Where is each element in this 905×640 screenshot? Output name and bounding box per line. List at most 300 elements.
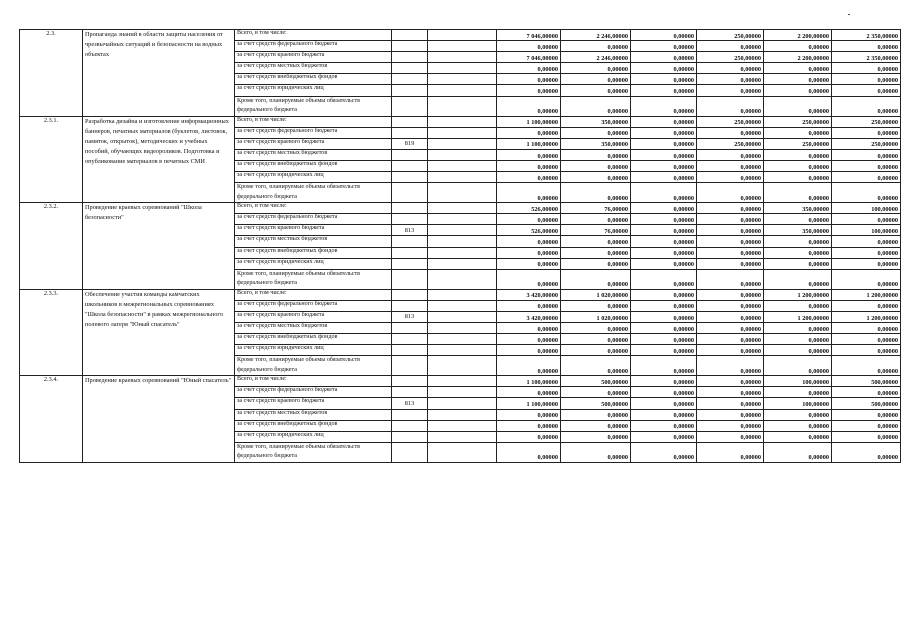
- funding-source: за счет средств федерального бюджета: [235, 387, 392, 398]
- amount-cell: 0,00000: [561, 442, 631, 462]
- amount-cell: 0,00000: [631, 225, 697, 236]
- amount-cell: 0,00000: [697, 420, 764, 431]
- amount-cell: 0,00000: [697, 63, 764, 74]
- empty-cell: [428, 442, 497, 462]
- amount-cell: 0,00000: [832, 420, 901, 431]
- amount-cell: 0,00000: [561, 96, 631, 116]
- empty-cell: [428, 376, 497, 387]
- empty-cell: [428, 85, 497, 96]
- budget-code: [392, 183, 428, 203]
- funding-source: за счет средств местных бюджетов: [235, 236, 392, 247]
- budget-code: [392, 160, 428, 171]
- funding-source: за счет средств краевого бюджета: [235, 138, 392, 149]
- empty-cell: [428, 236, 497, 247]
- empty-cell: [428, 160, 497, 171]
- amount-cell: 0,00000: [631, 116, 697, 127]
- amount-cell: 250,00000: [697, 30, 764, 41]
- amount-cell: 100,00000: [764, 398, 832, 409]
- amount-cell: 350,00000: [561, 138, 631, 149]
- amount-cell: 0,00000: [764, 300, 832, 311]
- amount-cell: 0,00000: [631, 30, 697, 41]
- budget-code: [392, 345, 428, 356]
- empty-cell: [428, 74, 497, 85]
- budget-code: [392, 41, 428, 52]
- budget-code: [392, 74, 428, 85]
- budget-code: [392, 269, 428, 289]
- funding-source: за счет средств краевого бюджета: [235, 311, 392, 322]
- budget-code: [392, 356, 428, 376]
- empty-cell: [428, 300, 497, 311]
- amount-cell: 1 200,00000: [832, 289, 901, 300]
- funding-source: Всего, в том числе:: [235, 116, 392, 127]
- funding-source: за счет средств внебюджетных фондов: [235, 74, 392, 85]
- budget-code: [392, 116, 428, 127]
- amount-cell: 0,00000: [631, 96, 697, 116]
- amount-cell: 500,00000: [832, 376, 901, 387]
- amount-cell: 526,00000: [497, 203, 561, 214]
- amount-cell: 0,00000: [764, 345, 832, 356]
- table-row: [20, 203, 901, 214]
- amount-cell: 0,00000: [832, 345, 901, 356]
- amount-cell: 0,00000: [631, 300, 697, 311]
- amount-cell: 0,00000: [561, 334, 631, 345]
- scan-mark: [848, 14, 850, 15]
- funding-source: Кроме того, планируемые объемы обязательств федерального бюджета: [235, 96, 392, 116]
- amount-cell: 0,00000: [561, 160, 631, 171]
- empty-cell: [428, 431, 497, 442]
- amount-cell: 1 200,00000: [764, 311, 832, 322]
- amount-cell: 0,00000: [631, 420, 697, 431]
- amount-cell: 0,00000: [832, 356, 901, 376]
- amount-cell: 0,00000: [631, 322, 697, 333]
- amount-cell: 0,00000: [631, 85, 697, 96]
- amount-cell: 0,00000: [764, 183, 832, 203]
- funding-source: за счет средств федерального бюджета: [235, 214, 392, 225]
- amount-cell: 100,00000: [764, 376, 832, 387]
- amount-cell: 2 246,00000: [561, 52, 631, 63]
- amount-cell: 0,00000: [497, 356, 561, 376]
- amount-cell: 0,00000: [497, 258, 561, 269]
- amount-cell: 250,00000: [697, 116, 764, 127]
- funding-source: за счет средств внебюджетных фондов: [235, 420, 392, 431]
- budget-code: [392, 236, 428, 247]
- amount-cell: 0,00000: [497, 420, 561, 431]
- activity-name: Пропаганда знаний в области защиты населения от чрезвычайных ситуаций и безопасности на водных объектах: [83, 30, 235, 117]
- amount-cell: 0,00000: [631, 431, 697, 442]
- amount-cell: 0,00000: [631, 160, 697, 171]
- funding-source: за счет средств юридических лиц: [235, 85, 392, 96]
- amount-cell: 0,00000: [631, 247, 697, 258]
- funding-source: за счет средств краевого бюджета: [235, 52, 392, 63]
- amount-cell: 0,00000: [697, 409, 764, 420]
- empty-cell: [428, 127, 497, 138]
- amount-cell: 0,00000: [697, 311, 764, 322]
- funding-source: за счет средств краевого бюджета: [235, 225, 392, 236]
- amount-cell: 0,00000: [497, 431, 561, 442]
- amount-cell: 2 200,00000: [764, 30, 832, 41]
- amount-cell: 0,00000: [497, 127, 561, 138]
- funding-source: за счет средств местных бюджетов: [235, 322, 392, 333]
- amount-cell: 2 350,00000: [832, 30, 901, 41]
- amount-cell: 0,00000: [832, 300, 901, 311]
- amount-cell: 0,00000: [832, 387, 901, 398]
- amount-cell: 0,00000: [832, 334, 901, 345]
- funding-source: за счет средств местных бюджетов: [235, 409, 392, 420]
- amount-cell: 0,00000: [697, 41, 764, 52]
- amount-cell: 0,00000: [631, 398, 697, 409]
- amount-cell: 0,00000: [561, 85, 631, 96]
- amount-cell: 0,00000: [697, 258, 764, 269]
- budget-code: [392, 300, 428, 311]
- empty-cell: [428, 96, 497, 116]
- item-number: 2.3.3.: [20, 289, 83, 376]
- amount-cell: 0,00000: [832, 74, 901, 85]
- amount-cell: 100,00000: [832, 225, 901, 236]
- funding-source: за счет средств федерального бюджета: [235, 300, 392, 311]
- budget-code: [392, 247, 428, 258]
- amount-cell: 0,00000: [832, 258, 901, 269]
- amount-cell: 250,00000: [832, 138, 901, 149]
- empty-cell: [428, 63, 497, 74]
- budget-code: 819: [392, 138, 428, 149]
- activity-name: Проведение краевых соревнований "Юный спасатель": [83, 376, 235, 463]
- budget-code: [392, 127, 428, 138]
- amount-cell: 0,00000: [497, 236, 561, 247]
- amount-cell: 0,00000: [764, 247, 832, 258]
- funding-source: Кроме того, планируемые объемы обязательств федерального бюджета: [235, 269, 392, 289]
- amount-cell: 0,00000: [764, 74, 832, 85]
- amount-cell: 0,00000: [697, 269, 764, 289]
- amount-cell: 0,00000: [764, 63, 832, 74]
- amount-cell: 0,00000: [697, 214, 764, 225]
- amount-cell: 0,00000: [631, 442, 697, 462]
- amount-cell: 0,00000: [697, 442, 764, 462]
- amount-cell: 0,00000: [697, 387, 764, 398]
- amount-cell: 0,00000: [561, 409, 631, 420]
- amount-cell: 0,00000: [832, 409, 901, 420]
- amount-cell: 0,00000: [764, 442, 832, 462]
- amount-cell: 0,00000: [631, 345, 697, 356]
- empty-cell: [428, 149, 497, 160]
- amount-cell: 0,00000: [832, 269, 901, 289]
- amount-cell: 0,00000: [631, 258, 697, 269]
- amount-cell: 0,00000: [764, 172, 832, 183]
- amount-cell: 0,00000: [561, 41, 631, 52]
- amount-cell: 0,00000: [832, 442, 901, 462]
- amount-cell: 1 200,00000: [832, 311, 901, 322]
- amount-cell: 0,00000: [561, 149, 631, 160]
- amount-cell: 0,00000: [561, 63, 631, 74]
- budget-code: [392, 289, 428, 300]
- empty-cell: [428, 30, 497, 41]
- funding-source: за счет средств местных бюджетов: [235, 149, 392, 160]
- budget-code: [392, 149, 428, 160]
- amount-cell: 0,00000: [631, 203, 697, 214]
- empty-cell: [428, 214, 497, 225]
- amount-cell: 0,00000: [764, 214, 832, 225]
- budget-code: [392, 203, 428, 214]
- amount-cell: 0,00000: [561, 420, 631, 431]
- budget-code: [392, 63, 428, 74]
- amount-cell: 0,00000: [631, 387, 697, 398]
- amount-cell: 0,00000: [631, 269, 697, 289]
- amount-cell: 0,00000: [764, 409, 832, 420]
- funding-source: за счет средств юридических лиц: [235, 172, 392, 183]
- amount-cell: 0,00000: [497, 247, 561, 258]
- budget-code: [392, 431, 428, 442]
- amount-cell: 0,00000: [832, 41, 901, 52]
- amount-cell: 0,00000: [497, 442, 561, 462]
- item-number: 2.3.: [20, 30, 83, 117]
- table-row: [20, 376, 901, 387]
- amount-cell: 0,00000: [631, 138, 697, 149]
- amount-cell: 0,00000: [764, 41, 832, 52]
- amount-cell: 0,00000: [631, 334, 697, 345]
- funding-source: за счет средств краевого бюджета: [235, 398, 392, 409]
- amount-cell: 0,00000: [561, 387, 631, 398]
- amount-cell: 0,00000: [561, 356, 631, 376]
- amount-cell: 350,00000: [764, 203, 832, 214]
- amount-cell: 0,00000: [631, 172, 697, 183]
- budget-code: [392, 214, 428, 225]
- budget-table-body: [20, 30, 901, 463]
- amount-cell: 0,00000: [631, 52, 697, 63]
- amount-cell: 0,00000: [497, 183, 561, 203]
- table-row: [20, 30, 901, 41]
- amount-cell: 0,00000: [764, 269, 832, 289]
- amount-cell: 0,00000: [561, 172, 631, 183]
- amount-cell: 0,00000: [561, 431, 631, 442]
- amount-cell: 1 100,00000: [497, 116, 561, 127]
- amount-cell: 250,00000: [832, 116, 901, 127]
- amount-cell: 2 350,00000: [832, 52, 901, 63]
- amount-cell: 0,00000: [764, 160, 832, 171]
- budget-code: [392, 96, 428, 116]
- amount-cell: 0,00000: [764, 127, 832, 138]
- funding-source: Кроме того, планируемые объемы обязательств федерального бюджета: [235, 183, 392, 203]
- budget-code: [392, 409, 428, 420]
- table-row: [20, 116, 901, 127]
- empty-cell: [428, 138, 497, 149]
- amount-cell: 0,00000: [764, 96, 832, 116]
- empty-cell: [428, 311, 497, 322]
- empty-cell: [428, 172, 497, 183]
- amount-cell: 0,00000: [561, 74, 631, 85]
- funding-source: за счет средств внебюджетных фондов: [235, 160, 392, 171]
- funding-source: за счет средств федерального бюджета: [235, 127, 392, 138]
- amount-cell: 0,00000: [832, 149, 901, 160]
- amount-cell: 0,00000: [697, 96, 764, 116]
- amount-cell: 0,00000: [697, 74, 764, 85]
- amount-cell: 0,00000: [697, 149, 764, 160]
- amount-cell: 0,00000: [631, 311, 697, 322]
- budget-table: [19, 29, 901, 463]
- amount-cell: 0,00000: [497, 172, 561, 183]
- budget-code: [392, 334, 428, 345]
- budget-code: [392, 387, 428, 398]
- amount-cell: 0,00000: [697, 345, 764, 356]
- amount-cell: 250,00000: [764, 138, 832, 149]
- amount-cell: 0,00000: [697, 300, 764, 311]
- amount-cell: 0,00000: [832, 127, 901, 138]
- amount-cell: 0,00000: [561, 127, 631, 138]
- funding-source: за счет средств юридических лиц: [235, 258, 392, 269]
- amount-cell: 500,00000: [832, 398, 901, 409]
- amount-cell: 0,00000: [764, 149, 832, 160]
- activity-name: Проведение краевых соревнований "Школа безопасности": [83, 203, 235, 290]
- amount-cell: 0,00000: [697, 398, 764, 409]
- empty-cell: [428, 387, 497, 398]
- amount-cell: 2 200,00000: [764, 52, 832, 63]
- empty-cell: [428, 345, 497, 356]
- amount-cell: 350,00000: [764, 225, 832, 236]
- amount-cell: 0,00000: [697, 127, 764, 138]
- funding-source: за счет средств внебюджетных фондов: [235, 334, 392, 345]
- budget-code: [392, 85, 428, 96]
- amount-cell: 0,00000: [497, 74, 561, 85]
- amount-cell: 0,00000: [497, 41, 561, 52]
- empty-cell: [428, 420, 497, 431]
- funding-source: за счет средств юридических лиц: [235, 431, 392, 442]
- amount-cell: 0,00000: [697, 183, 764, 203]
- budget-code: [392, 420, 428, 431]
- amount-cell: 0,00000: [697, 236, 764, 247]
- amount-cell: 0,00000: [764, 322, 832, 333]
- amount-cell: 100,00000: [832, 203, 901, 214]
- empty-cell: [428, 41, 497, 52]
- budget-code: [392, 258, 428, 269]
- amount-cell: 0,00000: [561, 345, 631, 356]
- amount-cell: 0,00000: [497, 334, 561, 345]
- budget-code: 813: [392, 311, 428, 322]
- amount-cell: 0,00000: [497, 269, 561, 289]
- amount-cell: 500,00000: [561, 398, 631, 409]
- funding-source: Всего, в том числе:: [235, 289, 392, 300]
- empty-cell: [428, 225, 497, 236]
- amount-cell: 0,00000: [497, 214, 561, 225]
- amount-cell: 0,00000: [631, 214, 697, 225]
- amount-cell: 0,00000: [497, 345, 561, 356]
- amount-cell: 0,00000: [832, 63, 901, 74]
- amount-cell: 0,00000: [697, 225, 764, 236]
- amount-cell: 0,00000: [497, 409, 561, 420]
- amount-cell: 0,00000: [631, 183, 697, 203]
- funding-source: Всего, в том числе:: [235, 376, 392, 387]
- amount-cell: 0,00000: [697, 376, 764, 387]
- amount-cell: 0,00000: [697, 85, 764, 96]
- amount-cell: 0,00000: [561, 258, 631, 269]
- funding-source: Всего, в том числе:: [235, 203, 392, 214]
- empty-cell: [428, 203, 497, 214]
- budget-code: [392, 442, 428, 462]
- amount-cell: 0,00000: [697, 334, 764, 345]
- amount-cell: 0,00000: [697, 203, 764, 214]
- empty-cell: [428, 322, 497, 333]
- amount-cell: 0,00000: [631, 149, 697, 160]
- amount-cell: 0,00000: [697, 431, 764, 442]
- empty-cell: [428, 289, 497, 300]
- amount-cell: 0,00000: [832, 183, 901, 203]
- amount-cell: 7 046,00000: [497, 30, 561, 41]
- amount-cell: 0,00000: [631, 41, 697, 52]
- budget-code: [392, 172, 428, 183]
- amount-cell: 1 020,00000: [561, 289, 631, 300]
- amount-cell: 0,00000: [631, 376, 697, 387]
- amount-cell: 250,00000: [697, 138, 764, 149]
- amount-cell: 0,00000: [631, 74, 697, 85]
- amount-cell: 350,00000: [561, 116, 631, 127]
- amount-cell: 0,00000: [561, 183, 631, 203]
- activity-name: Разработка дизайна и изготовление информационных баннеров, печатных материалов (буклетов, листовок, памяток, открыток), методических и учебных пособий, обучающих видеороликов. Подготовка и опубликование материалов в печатных СМИ: [83, 116, 235, 203]
- funding-source: Кроме того, планируемые объемы обязательств федерального бюджета: [235, 356, 392, 376]
- amount-cell: 250,00000: [764, 116, 832, 127]
- amount-cell: 0,00000: [832, 236, 901, 247]
- amount-cell: 0,00000: [697, 160, 764, 171]
- amount-cell: 76,00000: [561, 225, 631, 236]
- amount-cell: 0,00000: [832, 247, 901, 258]
- amount-cell: 0,00000: [497, 85, 561, 96]
- amount-cell: 1 100,00000: [497, 398, 561, 409]
- item-number: 2.3.1.: [20, 116, 83, 203]
- amount-cell: 0,00000: [764, 387, 832, 398]
- amount-cell: 0,00000: [764, 85, 832, 96]
- amount-cell: 0,00000: [697, 172, 764, 183]
- funding-source: за счет средств федерального бюджета: [235, 41, 392, 52]
- budget-code: [392, 52, 428, 63]
- amount-cell: 526,00000: [497, 225, 561, 236]
- amount-cell: 7 046,00000: [497, 52, 561, 63]
- budget-code: [392, 30, 428, 41]
- amount-cell: 0,00000: [631, 409, 697, 420]
- amount-cell: 0,00000: [764, 236, 832, 247]
- amount-cell: 0,00000: [832, 431, 901, 442]
- budget-code: [392, 376, 428, 387]
- amount-cell: 0,00000: [832, 214, 901, 225]
- amount-cell: 0,00000: [832, 322, 901, 333]
- budget-code: 813: [392, 225, 428, 236]
- amount-cell: 0,00000: [561, 236, 631, 247]
- item-number: 2.3.4.: [20, 376, 83, 463]
- amount-cell: 0,00000: [497, 149, 561, 160]
- empty-cell: [428, 409, 497, 420]
- budget-code: [392, 322, 428, 333]
- funding-source: за счет средств местных бюджетов: [235, 63, 392, 74]
- amount-cell: 0,00000: [697, 247, 764, 258]
- amount-cell: 0,00000: [561, 300, 631, 311]
- amount-cell: 0,00000: [764, 334, 832, 345]
- empty-cell: [428, 247, 497, 258]
- empty-cell: [428, 258, 497, 269]
- amount-cell: 1 100,00000: [497, 376, 561, 387]
- table-row: [20, 289, 901, 300]
- amount-cell: 0,00000: [497, 322, 561, 333]
- amount-cell: 0,00000: [631, 356, 697, 376]
- amount-cell: 1 020,00000: [561, 311, 631, 322]
- amount-cell: 0,00000: [764, 356, 832, 376]
- item-number: 2.3.2.: [20, 203, 83, 290]
- amount-cell: 0,00000: [764, 420, 832, 431]
- amount-cell: 2 246,00000: [561, 30, 631, 41]
- amount-cell: 0,00000: [697, 289, 764, 300]
- funding-source: за счет средств внебюджетных фондов: [235, 247, 392, 258]
- amount-cell: 0,00000: [631, 63, 697, 74]
- amount-cell: 0,00000: [497, 160, 561, 171]
- empty-cell: [428, 334, 497, 345]
- amount-cell: 500,00000: [561, 376, 631, 387]
- amount-cell: 0,00000: [764, 431, 832, 442]
- amount-cell: 0,00000: [832, 96, 901, 116]
- funding-source: за счет средств юридических лиц: [235, 345, 392, 356]
